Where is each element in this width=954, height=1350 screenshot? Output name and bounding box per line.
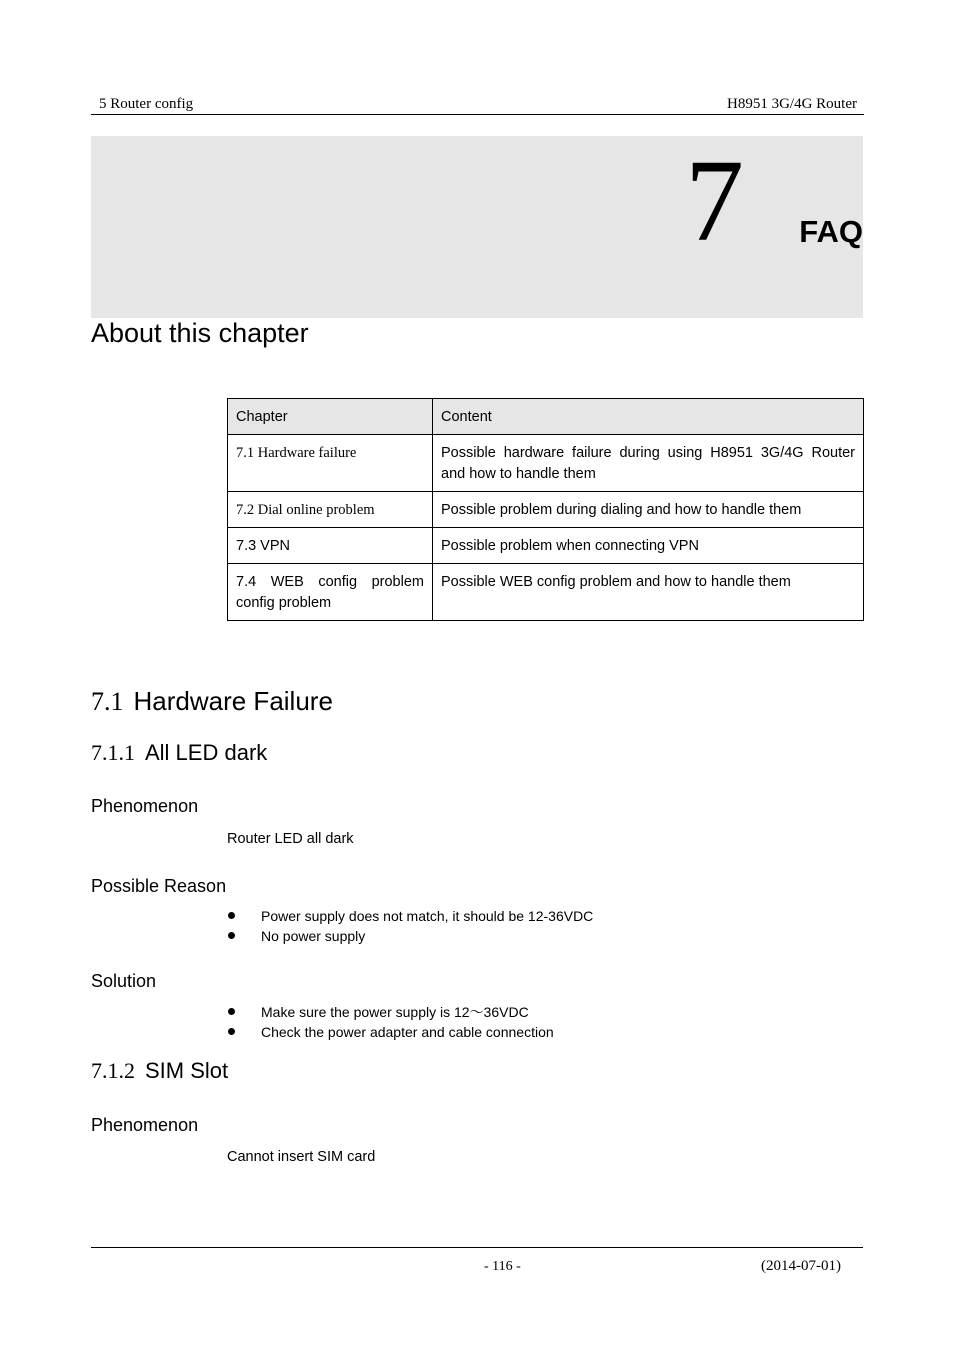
- section-number: 7.1.1: [91, 740, 135, 765]
- about-heading: About this chapter: [91, 318, 309, 348]
- phenomenon-heading: Phenomenon: [91, 1115, 199, 1135]
- table-header-chapter: Chapter: [228, 399, 433, 435]
- table-row: [228, 528, 864, 564]
- bullet-icon: [228, 912, 235, 919]
- table-row: [228, 492, 864, 528]
- table-header-row: [228, 399, 864, 435]
- table-cell-chapter: 7.4 WEB config problem config problem: [228, 564, 433, 621]
- possible-reason-heading: Possible Reason: [91, 876, 227, 896]
- table-cell-content: Possible WEB config problem and how to handle them: [433, 564, 864, 621]
- solution-heading: Solution: [91, 971, 157, 991]
- header-product-name: H8951 3G/4G Router: [727, 96, 857, 112]
- list-item-text: Make sure the power supply is 12～36VDC: [261, 1004, 529, 1020]
- section-number: 7.1: [91, 687, 124, 716]
- list-item-text: Power supply does not match, it should be 12-36VDC: [261, 908, 594, 924]
- table-header-content: Content: [433, 399, 864, 435]
- section-heading-7-1-2: [91, 1058, 228, 1084]
- section-number: 7.1.2: [91, 1058, 135, 1083]
- bullet-icon: [228, 932, 235, 939]
- chapter-banner: [91, 136, 863, 318]
- list-item-text: Check the power adapter and cable connection: [261, 1024, 554, 1040]
- list-item: [227, 906, 593, 926]
- bullet-icon: [228, 1028, 235, 1035]
- bullet-icon: [228, 1008, 235, 1015]
- table-cell-chapter: 7.1 Hardware failure: [228, 435, 433, 492]
- phenomenon-heading: Phenomenon: [91, 796, 199, 816]
- footer-date: (2014-07-01): [761, 1258, 841, 1274]
- table-row: [228, 435, 864, 492]
- table-cell-content: Possible hardware failure during using H8951 3G/4G Router and how to handle them: [433, 435, 864, 492]
- footer-divider: [91, 1247, 863, 1248]
- list-item: [227, 1022, 554, 1042]
- header-section-label: 5 Router config: [99, 96, 194, 112]
- solution-list: [227, 1002, 554, 1042]
- page-number: - 116 -: [484, 1259, 521, 1274]
- reason-list: [227, 906, 593, 946]
- chapter-table: [227, 398, 864, 621]
- phenomenon-text: Cannot insert SIM card: [227, 1149, 376, 1165]
- section-title: Hardware Failure: [133, 686, 333, 716]
- page-header: [91, 94, 864, 115]
- list-item: [227, 1002, 554, 1022]
- table-row: [228, 564, 864, 621]
- list-item: [227, 926, 593, 946]
- section-title: SIM Slot: [145, 1058, 229, 1083]
- table-cell-content: Possible problem when connecting VPN: [433, 528, 864, 564]
- chapter-number: 7: [685, 135, 744, 266]
- section-heading-7-1-1: [91, 740, 267, 766]
- table-cell-chapter: 7.3 VPN: [228, 528, 433, 564]
- section-heading-7-1: [91, 686, 333, 717]
- section-title: All LED dark: [145, 740, 268, 765]
- phenomenon-text: Router LED all dark: [227, 831, 354, 847]
- table-cell-content: Possible problem during dialing and how to handle them: [433, 492, 864, 528]
- chapter-title: FAQ: [799, 214, 863, 249]
- list-item-text: No power supply: [261, 928, 366, 944]
- table-cell-chapter: 7.2 Dial online problem: [228, 492, 433, 528]
